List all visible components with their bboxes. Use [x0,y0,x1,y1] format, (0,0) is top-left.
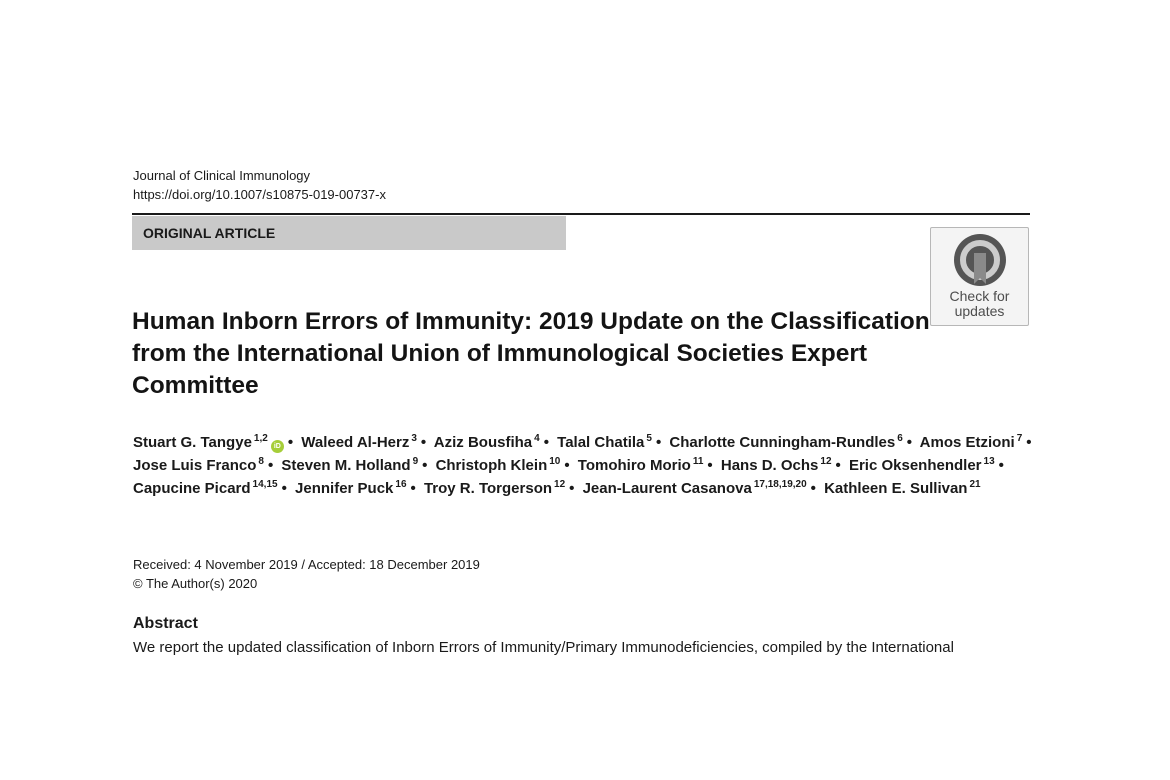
author[interactable] [436,457,561,474]
author-affiliation: 9 [412,456,419,467]
author-separator: • [1026,434,1032,451]
author-affiliation: 21 [969,479,981,490]
author-separator: • [410,480,416,497]
author-separator: • [564,457,570,474]
author-affiliation: 12 [554,479,566,490]
author[interactable] [849,457,995,474]
author-list [133,431,1038,500]
author-affiliation: 4 [534,433,540,444]
author-affiliation: 5 [646,433,652,444]
author[interactable] [295,480,407,497]
author[interactable] [557,434,652,451]
author-name: Jean-Laurent Casanova [582,480,752,497]
author[interactable] [301,434,417,451]
author-affiliation: 12 [820,456,832,467]
author-name: Aziz Bousfiha [433,434,533,451]
author-separator: • [287,434,294,451]
author-separator: • [543,434,549,451]
author-affiliation: 11 [692,456,704,467]
author-affiliation: 14,15 [252,479,278,490]
abstract-text [133,637,1031,656]
author-separator: • [422,457,428,474]
author[interactable] [669,434,902,451]
author-affiliation: 13 [983,456,995,467]
author[interactable] [920,434,1023,451]
abstract-first-line: We report the updated classification of Inborn Errors of Immunity/Primary Immunodeficiencies, compiled by the International [133,639,954,656]
author-separator: • [420,434,427,451]
abstract-heading: Abstract [133,615,198,632]
copyright: © The Author(s) 2020 [133,576,258,591]
author[interactable] [281,457,418,474]
author-separator: • [267,457,274,474]
article-type-banner: ORIGINAL ARTICLE [132,216,566,250]
author-name: Jose Luis Franco [133,457,257,474]
author-name: Steven M. Holland [281,457,411,474]
crossmark-icon [952,232,1008,288]
received-accepted: Received: 4 November 2019 / Accepted: 18 December 2019 [133,557,480,572]
author-affiliation: 6 [897,433,903,444]
author-separator: • [810,480,816,497]
author-name: Talal Chatila [557,434,645,451]
author-name: Hans D. Ochs [720,457,819,474]
author-name: Jennifer Puck [295,480,394,497]
author[interactable] [133,480,278,497]
author-separator: • [569,480,575,497]
author[interactable] [721,457,832,474]
author[interactable] [424,480,565,497]
author-affiliation: 1,2 [253,433,268,444]
author-separator: • [906,434,913,451]
author-affiliation: 17,18,19,20 [753,479,807,490]
journal-name: Journal of Clinical Immunology [133,168,311,183]
author-affiliation: 8 [258,456,264,467]
check-for-updates-button[interactable] [930,227,1029,326]
updates-label: updates [954,303,1005,319]
journal-header [133,166,386,204]
author[interactable] [133,434,284,451]
author-affiliation: 3 [411,433,417,444]
author-name: Amos Etzioni [919,434,1015,451]
orcid-icon[interactable]: iD [271,440,284,453]
author-name: Tomohiro Morio [577,457,691,474]
author-separator: • [655,434,662,451]
author-name: Charlotte Cunningham-Rundles [669,434,896,451]
author[interactable] [434,434,540,451]
author[interactable] [133,457,264,474]
author-name: Kathleen E. Sullivan [824,480,968,497]
author-name: Capucine Picard [133,480,251,497]
author-separator: • [281,480,287,497]
author-affiliation: 16 [395,479,407,490]
author[interactable] [824,480,981,497]
author-affiliation: 7 [1016,433,1023,444]
header-rule [132,213,1030,215]
author-separator: • [998,457,1004,474]
author-name: Stuart G. Tangye [133,434,252,451]
author-name: Troy R. Torgerson [423,480,553,497]
dates-block [133,555,480,593]
author[interactable] [578,457,704,474]
author-name: Eric Oksenhendler [848,457,982,474]
author-affiliation: 10 [549,456,561,467]
doi-link[interactable]: https://doi.org/10.1007/s10875-019-00737-x [133,187,386,202]
check-for-label: Check for [949,288,1010,304]
author-separator: • [707,457,713,474]
author-separator: • [835,457,841,474]
article-title: Human Inborn Errors of Immunity: 2019 Update on the Classification from the International Union of Immunological Societies Expert Committee [132,308,930,399]
author[interactable] [583,480,807,497]
author-name: Christoph Klein [435,457,548,474]
author-name: Waleed Al-Herz [301,434,410,451]
